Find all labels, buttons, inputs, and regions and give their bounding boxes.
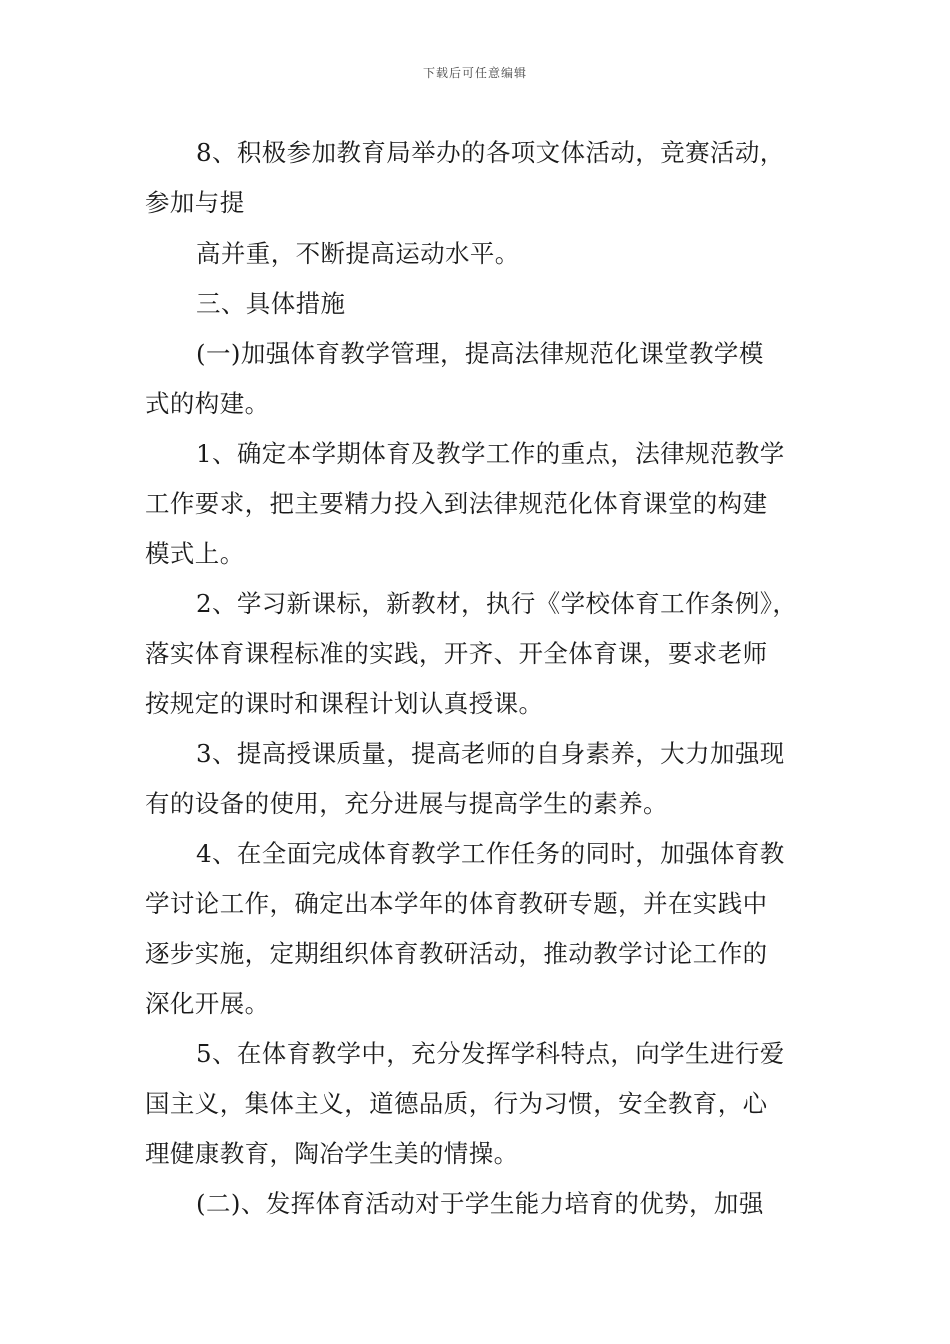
subsection-heading: (二)、发挥体育活动对于学生能力培育的优势，加强 xyxy=(196,1189,764,1218)
text-line: 有的设备的使用，充分进展与提高学生的素养。 xyxy=(145,789,668,818)
section-heading: 三、具体措施 xyxy=(196,289,346,318)
page-header: 下载后可任意编辑 xyxy=(422,66,527,80)
text-line: 高并重，不断提高运动水平。 xyxy=(196,239,520,268)
text-line: 参加与提 xyxy=(145,188,245,217)
text-line: 按规定的课时和课程计划认真授课。 xyxy=(145,689,544,718)
text-line: 工作要求，把主要精力投入到法律规范化体育课堂的构建 xyxy=(145,489,768,518)
text-line: 理健康教育，陶冶学生美的情操。 xyxy=(145,1139,519,1168)
text-line: 模式上。 xyxy=(145,539,245,568)
text-line: 落实体育课程标准的实践，开齐、开全体育课，要求老师 xyxy=(145,639,768,668)
text-line: 3、提高授课质量，提高老师的自身素养，大力加强现 xyxy=(196,739,785,768)
text-line: 4、在全面完成体育教学工作任务的同时，加强体育教 xyxy=(196,839,785,868)
text-line: 深化开展。 xyxy=(145,989,270,1018)
text-line: 1、确定本学期体育及教学工作的重点，法律规范教学 xyxy=(196,439,785,468)
text-line: 式的构建。 xyxy=(145,389,270,418)
text-line: 国主义，集体主义，道德品质，行为习惯，安全教育，心 xyxy=(145,1089,768,1118)
subsection-heading: (一)加强体育教学管理，提高法律规范化课堂教学模 xyxy=(196,339,764,368)
text-line: 学讨论工作，确定出本学年的体育教研专题，并在实践中 xyxy=(145,889,768,918)
text-line: 2、学习新课标，新教材，执行《学校体育工作条例》， xyxy=(196,589,798,618)
text-line: 8、积极参加教育局举办的各项文体活动，竞赛活动， xyxy=(196,138,785,167)
text-line: 逐步实施，定期组织体育教研活动，推动教学讨论工作的 xyxy=(145,939,768,968)
text-line: 5、在体育教学中，充分发挥学科特点，向学生进行爱 xyxy=(196,1039,785,1068)
